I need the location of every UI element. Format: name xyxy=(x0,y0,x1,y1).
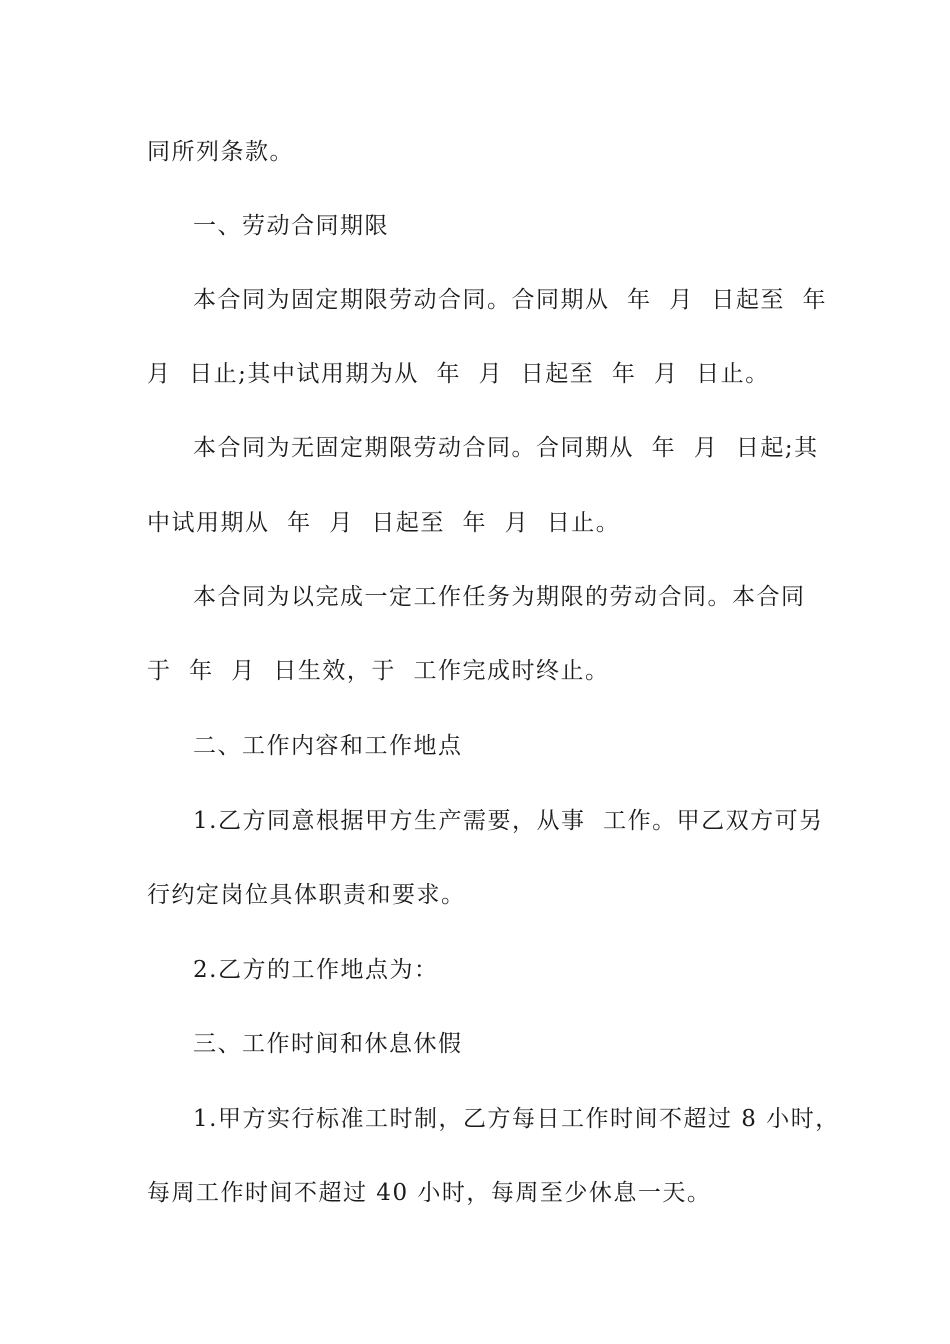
paragraph-line: 每周工作时间不超过 40 小时，每周至少休息一天。 xyxy=(147,1180,712,1206)
paragraph-line: 中试用期从 年 月 日起至 年 月 日止。 xyxy=(147,510,621,536)
paragraph-line: 本合同为以完成一定工作任务为期限的劳动合同。本合同 xyxy=(193,584,806,610)
paragraph-line: 同所列条款。 xyxy=(147,139,294,165)
paragraph-line: 本合同为无固定期限劳动合同。合同期从 年 月 日起;其 xyxy=(193,435,819,461)
paragraph-line: 于 年 月 日生效，于 工作完成时终止。 xyxy=(147,658,610,684)
paragraph-line: 1.甲方实行标准工时制，乙方每日工作时间不超过 8 小时， xyxy=(193,1106,840,1132)
section-heading: 二、工作内容和工作地点 xyxy=(193,733,463,759)
section-heading: 三、工作时间和休息休假 xyxy=(193,1031,463,1057)
paragraph-line: 2.乙方的工作地点为： xyxy=(193,957,439,983)
section-heading: 一、劳动合同期限 xyxy=(193,213,389,239)
paragraph-line: 月 日止;其中试用期为从 年 月 日起至 年 月 日止。 xyxy=(147,361,770,387)
paragraph-line: 行约定岗位具体职责和要求。 xyxy=(147,882,466,908)
paragraph-line: 1.乙方同意根据甲方生产需要，从事 工作。甲乙双方可另 xyxy=(193,808,824,834)
paragraph-line: 本合同为固定期限劳动合同。合同期从 年 月 日起至 年 xyxy=(193,287,827,313)
